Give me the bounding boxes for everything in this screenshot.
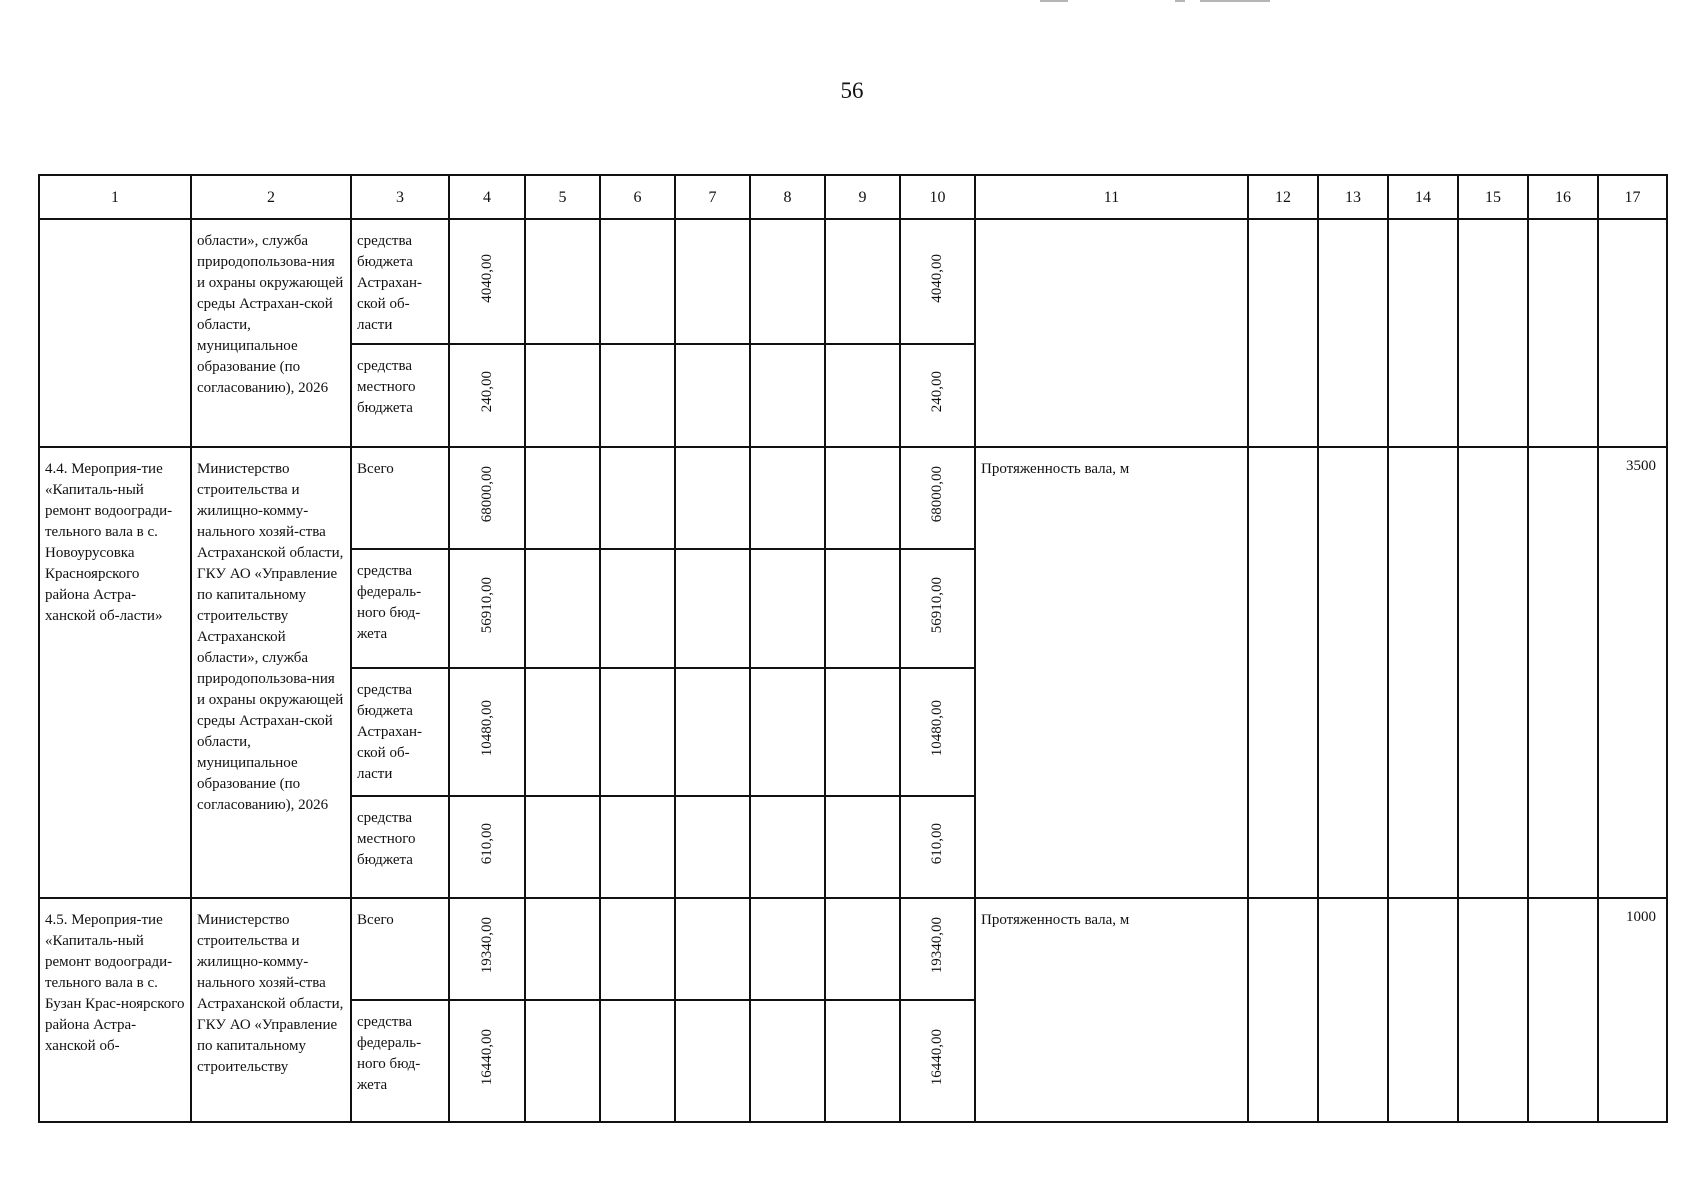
empty-cell: [675, 1000, 750, 1122]
col-header-3: 3: [351, 175, 449, 219]
amount-col4: 10480,00: [449, 668, 525, 796]
col-header-5: 5: [525, 175, 600, 219]
source-cell: средства федераль-ного бюд-жета: [351, 1000, 449, 1122]
amount-col10: 610,00: [900, 796, 975, 898]
amount-col4: 56910,00: [449, 549, 525, 668]
col-header-6: 6: [600, 175, 675, 219]
empty-cell: [825, 668, 900, 796]
empty-cell: [525, 668, 600, 796]
col-header-14: 14: [1388, 175, 1458, 219]
event-cell: 4.5. Мероприя-тие «Капиталь-ный ремонт водоогради-тельного вала в с. Бузан Крас-ноярского района Астра-ханской об-: [39, 898, 191, 1122]
target-cell: 3500: [1598, 447, 1667, 898]
table-row: [39, 219, 1667, 344]
scan-mark: [1175, 0, 1185, 2]
empty-cell: [675, 219, 750, 344]
table-row: [39, 447, 1667, 549]
amount-col10: 10480,00: [900, 668, 975, 796]
budget-table: [38, 174, 1668, 1123]
empty-cell: [600, 898, 675, 1000]
empty-cell: [825, 447, 900, 549]
indicator-cell: Протяженность вала, м: [975, 447, 1248, 898]
empty-cell: [750, 898, 825, 1000]
empty-cell: [1528, 447, 1598, 898]
responsible-cell: Министерство строительства и жилищно-комму-нального хозяй-ства Астраханской области, ГКУ АО «Управление по капитальному строительству Астраханской области», служба природопользова-ния и охраны окружающей среды Астрахан-ской области, муниципальное образование (по согласованию), 2026: [191, 447, 351, 898]
amount-col10: 19340,00: [900, 898, 975, 1000]
amount-col10: 4040,00: [900, 219, 975, 344]
empty-cell: [825, 898, 900, 1000]
amount-col10: 16440,00: [900, 1000, 975, 1122]
empty-cell: [750, 668, 825, 796]
empty-cell: [675, 549, 750, 668]
source-cell: средства местного бюджета: [351, 796, 449, 898]
amount-col4: 610,00: [449, 796, 525, 898]
col-header-15: 15: [1458, 175, 1528, 219]
empty-cell: [1458, 219, 1528, 447]
col-header-2: 2: [191, 175, 351, 219]
empty-cell: [1458, 898, 1528, 1122]
empty-cell: [600, 219, 675, 344]
target-cell: [1598, 219, 1667, 447]
indicator-cell: Протяженность вала, м: [975, 898, 1248, 1122]
col-header-11: 11: [975, 175, 1248, 219]
amount-col10: 56910,00: [900, 549, 975, 668]
empty-cell: [525, 898, 600, 1000]
empty-cell: [675, 796, 750, 898]
amount-col4: 68000,00: [449, 447, 525, 549]
empty-cell: [675, 344, 750, 447]
indicator-cell: [975, 219, 1248, 447]
table-row: [39, 898, 1667, 1000]
empty-cell: [525, 447, 600, 549]
responsible-cell: Министерство строительства и жилищно-комму-нального хозяй-ства Астраханской области, ГКУ АО «Управление по капитальному строительству: [191, 898, 351, 1122]
empty-cell: [750, 447, 825, 549]
empty-cell: [600, 1000, 675, 1122]
empty-cell: [1318, 447, 1388, 898]
empty-cell: [1458, 447, 1528, 898]
col-header-10: 10: [900, 175, 975, 219]
empty-cell: [675, 668, 750, 796]
source-cell: средства бюджета Астрахан-ской об-ласти: [351, 219, 449, 344]
empty-cell: [525, 1000, 600, 1122]
col-header-17: 17: [1598, 175, 1667, 219]
amount-col4: 240,00: [449, 344, 525, 447]
col-header-9: 9: [825, 175, 900, 219]
empty-cell: [825, 549, 900, 668]
empty-cell: [750, 549, 825, 668]
col-header-7: 7: [675, 175, 750, 219]
col-header-13: 13: [1318, 175, 1388, 219]
event-cell: 4.4. Мероприя-тие «Капиталь-ный ремонт водоогради-тельного вала в с. Новоурусовка Красноярского района Астра-ханской об-ласти»: [39, 447, 191, 898]
empty-cell: [525, 344, 600, 447]
col-header-12: 12: [1248, 175, 1318, 219]
col-header-4: 4: [449, 175, 525, 219]
amount-col4: 19340,00: [449, 898, 525, 1000]
amount-col4: 4040,00: [449, 219, 525, 344]
empty-cell: [600, 549, 675, 668]
empty-cell: [600, 796, 675, 898]
source-cell: средства бюджета Астрахан-ской об-ласти: [351, 668, 449, 796]
amount-col10: 240,00: [900, 344, 975, 447]
scan-mark: [1040, 0, 1068, 2]
amount-col10: 68000,00: [900, 447, 975, 549]
empty-cell: [1248, 898, 1318, 1122]
responsible-cell: области», служба природопользова-ния и охраны окружающей среды Астрахан-ской области, муниципальное образование (по согласованию), 2026: [191, 219, 351, 447]
empty-cell: [750, 1000, 825, 1122]
empty-cell: [525, 796, 600, 898]
empty-cell: [675, 898, 750, 1000]
amount-col4: 16440,00: [449, 1000, 525, 1122]
empty-cell: [600, 344, 675, 447]
event-cell: [39, 219, 191, 447]
empty-cell: [750, 796, 825, 898]
empty-cell: [825, 344, 900, 447]
empty-cell: [525, 219, 600, 344]
empty-cell: [600, 668, 675, 796]
empty-cell: [1318, 219, 1388, 447]
target-cell: 1000: [1598, 898, 1667, 1122]
header-row: [39, 175, 1667, 219]
empty-cell: [1248, 219, 1318, 447]
empty-cell: [675, 447, 750, 549]
source-cell: средства местного бюджета: [351, 344, 449, 447]
empty-cell: [1388, 447, 1458, 898]
empty-cell: [825, 1000, 900, 1122]
empty-cell: [600, 447, 675, 549]
empty-cell: [1528, 898, 1598, 1122]
empty-cell: [1388, 898, 1458, 1122]
scan-mark: [1200, 0, 1270, 2]
page-number: 56: [840, 78, 864, 103]
empty-cell: [825, 219, 900, 344]
empty-cell: [1248, 447, 1318, 898]
empty-cell: [1388, 219, 1458, 447]
empty-cell: [1318, 898, 1388, 1122]
empty-cell: [825, 796, 900, 898]
col-header-8: 8: [750, 175, 825, 219]
source-cell: Всего: [351, 898, 449, 1000]
source-cell: средства федераль-ного бюд-жета: [351, 549, 449, 668]
empty-cell: [525, 549, 600, 668]
col-header-16: 16: [1528, 175, 1598, 219]
source-cell: Всего: [351, 447, 449, 549]
col-header-1: 1: [39, 175, 191, 219]
empty-cell: [750, 344, 825, 447]
empty-cell: [1528, 219, 1598, 447]
empty-cell: [750, 219, 825, 344]
